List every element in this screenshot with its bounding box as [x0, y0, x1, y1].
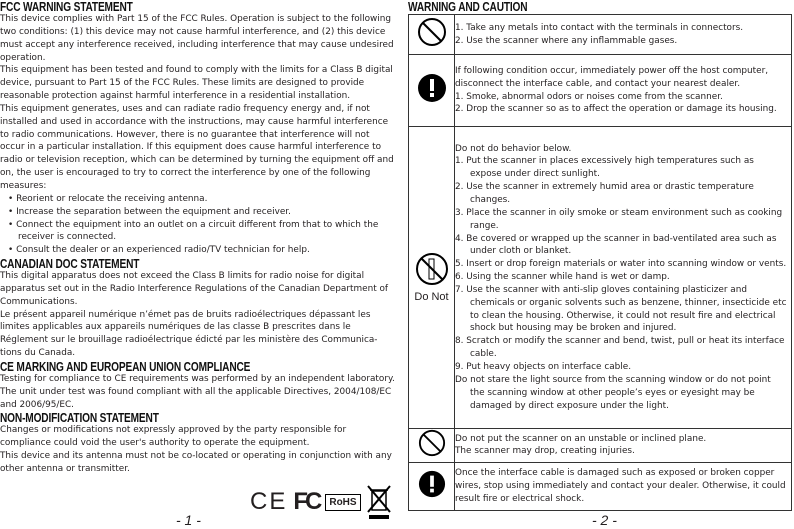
row-item: 2. Drop the scanner so as to affect the operation or damage its housing.	[455, 104, 777, 115]
fcc-heading: FCC WARNING STATEMENT	[0, 0, 133, 14]
fcc-bullet: • Consult the dealer or an experienced radio/TV technician for help.	[0, 244, 396, 257]
right-page	[408, 0, 792, 511]
rohs-logo: RoHS	[325, 494, 360, 511]
fcc-bullet: • Reorient or relocate the receiving antenna.	[0, 193, 396, 206]
weee-bin-icon	[367, 484, 391, 520]
exclamation-icon	[418, 470, 446, 498]
row-item: 8. Scratch or modify the scanner and bend, twist, pull or heat its interface cable.	[455, 336, 785, 360]
warning-heading: WARNING AND CAUTION	[408, 0, 528, 14]
table-row	[409, 429, 792, 463]
non-modification-heading: NON-MODIFICATION STATEMENT	[0, 410, 159, 426]
table-row	[409, 55, 792, 127]
row-item: Once the interface cable is damaged such as exposed or broken copper wires, stop using immediately and contact your dealer. Otherwise, it could result fire or electrical shock.	[455, 468, 786, 504]
do-not-label: Do Not	[414, 290, 449, 303]
page-number: - 2 -	[592, 512, 617, 528]
doc-heading: CANADIAN DOC STATEMENT	[0, 256, 140, 272]
ce-logo: CE	[250, 488, 288, 515]
warning-table	[408, 14, 792, 511]
certification-logos	[250, 484, 391, 520]
row-item: 6. Using the scanner while hand is wet or damp.	[455, 272, 670, 283]
row-item: 2. Use the scanner where any inflammable gases.	[455, 35, 678, 46]
left-page	[0, 0, 396, 476]
page-number: - 1 -	[176, 512, 201, 528]
table-row	[409, 127, 792, 429]
prohibited-icon	[417, 17, 447, 47]
row-item: 2. Use the scanner in extremely humid area or drastic temperature changes.	[455, 182, 754, 206]
row-item: Do not put the scanner on an unstable or inclined plane.	[455, 433, 707, 444]
row-item: 7. Use the scanner with anti-slip gloves containing plasticizer and chemicals or organic solvents such as benzene, thinner, insecticide etc to clean the housing. Otherwise, it could not result fire and electrical shock but housing may be broken and injured.	[455, 284, 787, 334]
row-item: 5. Insert or drop foreign materials or water into scanning window or vents.	[455, 259, 787, 270]
row-intro: If following condition occur, immediately power off the host computer, disconnect the interface cable, and contact your nearest dealer.	[455, 65, 769, 89]
row-item: The scanner may drop, creating injuries.	[455, 446, 635, 457]
fcc-paragraph: This device complies with Part 15 of the FCC Rules. Operation is subject to the following two conditions: (1) this device may not cause harmful interference, and (2) this device must accept any interference received, including interference that may cause undesired operation.	[0, 14, 394, 63]
row-item: 9. Put heavy objects on interface cable.	[455, 361, 632, 372]
exclamation-icon	[417, 73, 447, 103]
nm-paragraph: This device and its antenna must not be co-located or operating in conjunction with any other antenna or transmitter.	[0, 451, 392, 474]
fcc-paragraph: This equipment generates, uses and can radiate radio frequency energy and, if not installed and used in accordance with the instructions, may cause harmful interference to radio communications. However, there is no guarantee that interference will not occur in a particular installation. If this equipment does cause harmful interference to radio or television reception, which can be determined by turning the equipment off and on, the user is encouraged to try to correct the interference by one of the following measures:	[0, 103, 394, 191]
ce-paragraph: Testing for compliance to CE requirements was performed by an independent laboratory. The unit under test was found compliant with all the applicable Directives, 2004/108/EC and 2006/95/EC.	[0, 373, 395, 410]
fcc-bullet: • Connect the equipment into an outlet on a circuit different from that to which the receiver is connected.	[0, 219, 396, 245]
row-item: 1. Smoke, abnormal odors or noises come from the scanner.	[455, 91, 723, 102]
row-intro: Do not do behavior below.	[455, 143, 572, 154]
row-item: 3. Place the scanner in oily smoke or steam environment such as cooking range.	[455, 207, 783, 231]
prohibited-icon	[418, 429, 446, 457]
do-not-touch-icon	[415, 252, 449, 286]
fcc-bullet: • Increase the separation between the equipment and receiver.	[0, 206, 396, 219]
table-row	[409, 462, 792, 510]
row-outro: Do not stare the light source from the scanning window or do not point the scanning window at other people’s eyes or eyesight may be damaged by direct exposure under the light.	[455, 374, 771, 411]
doc-paragraph: Le présent appareil numérique n’émet pas de bruits radioélectriques dépassant les limites applicables aux appareils numériques de las classe B prescrites dans le Réglement sur le brouillage radioélectrique édicté par les ministère des Communica-tions du Canada.	[0, 309, 378, 359]
table-row	[409, 15, 792, 55]
row-item: 4. Be covered or wrapped up the scanner in bad-ventilated area such as under cloth or blanket.	[455, 233, 777, 257]
row-item: 1. Take any metals into contact with the terminals in connectors.	[455, 22, 744, 33]
ce-heading: CE MARKING AND EUROPEAN UNION COMPLIANCE	[0, 358, 251, 374]
row-item: 1. Put the scanner in places excessively high temperatures such as expose under direct sunlight.	[455, 156, 754, 180]
fcc-logo: FC	[293, 488, 320, 515]
doc-paragraph: This digital apparatus does not exceed the Class B limits for radio noise for digital apparatus set out in the Radio Interference Regulations of the Canadian Department of Communications.	[0, 271, 389, 307]
fcc-paragraph: This equipment has been tested and found to comply with the limits for a Class B digital device, pursuant to Part 15 of the FCC Rules. These limits are designed to provide reasonable protection against harmful interference in a residential installation.	[0, 65, 393, 102]
nm-paragraph: Changes or modifications not expressly approved by the party responsible for compliance could void the user's authority to operate the equipment.	[0, 425, 347, 449]
